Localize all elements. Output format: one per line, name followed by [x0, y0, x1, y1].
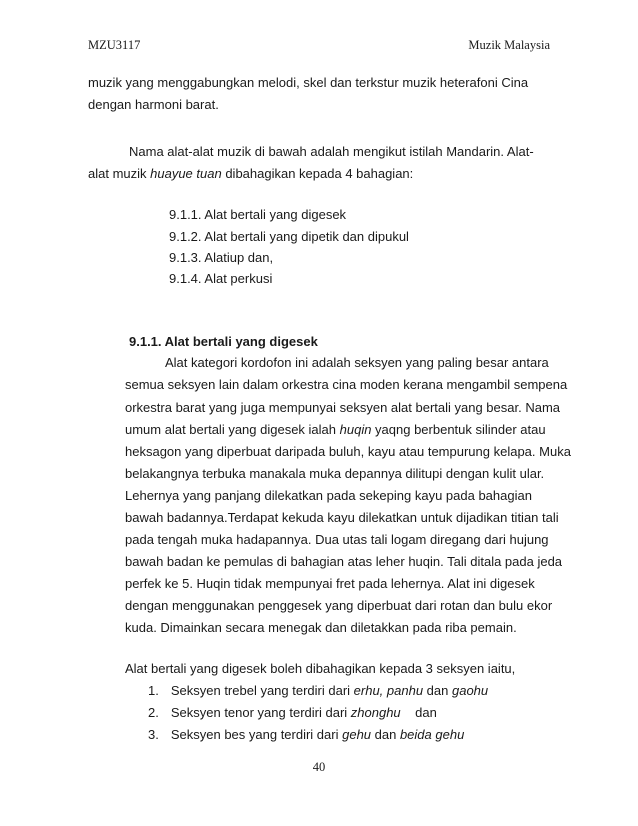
list-intro: Alat bertali yang digesek boleh dibahagikan kepada 3 seksyen iaitu, [125, 661, 516, 676]
list-term: gehu [342, 727, 372, 742]
category-item: 9.1.2. Alat bertali yang dipetik dan dipukul [169, 229, 409, 244]
body-line: bawah badannya.Terdapat kekuda kayu dilekatkan untuk dijadikan titian tali [125, 510, 559, 525]
category-item: 9.1.3. Alatiup dan, [169, 250, 274, 265]
list-term: gaohu [451, 683, 489, 698]
list-term: zhonghu [350, 705, 401, 720]
body-line: bawah badan ke pemulas di bahagian atas leher huqin. Tali ditala pada jeda [125, 554, 563, 569]
term-huayue-tuan: huayue tuan [150, 166, 222, 181]
body-line: kuda. Dimainkan secara menegak dan diletakkan pada riba pemain. [125, 620, 517, 635]
list-text-pre: Seksyen tenor yang terdiri dari [170, 705, 351, 720]
para2-line-2-pre: alat muzik [88, 166, 151, 181]
para2-line-2-post: dibahagikan kepada 4 bahagian: [221, 166, 414, 181]
list-item [148, 727, 464, 743]
list-text-pre: Seksyen bes yang terdiri dari [170, 727, 343, 742]
list-text-pre: Seksyen trebel yang terdiri dari [170, 683, 354, 698]
list-number: 1. [148, 683, 159, 698]
list-number: 2. [148, 705, 159, 720]
category-item: 9.1.4. Alat perkusi [169, 271, 273, 286]
body-line: semua seksyen lain dalam orkestra cina moden kerana mengambil sempena [125, 377, 568, 392]
page-number: 40 [312, 760, 326, 774]
body-line: heksagon yang diperbuat daripada buluh, kayu atau tempurung kelapa. Muka [125, 444, 571, 459]
list-number: 3. [148, 727, 159, 742]
body-line-pre: umum alat bertali yang digesek ialah [125, 422, 340, 437]
body-line-post: yaqng berbentuk silinder atau [371, 422, 546, 437]
list-text-mid: dan [371, 727, 400, 742]
body-line: Lehernya yang panjang dilekatkan pada sekeping kayu pada bahagian [125, 488, 532, 503]
list-item [148, 683, 488, 699]
para2-line-2 [88, 166, 413, 182]
term-huqin: huqin [339, 422, 372, 437]
list-text-mid: dan [400, 705, 437, 720]
header-course-code: MZU3117 [88, 38, 141, 52]
list-text-mid: dan [423, 683, 452, 698]
list-term: erhu, panhu [353, 683, 424, 698]
list-term: beida gehu [399, 727, 465, 742]
category-item: 9.1.1. Alat bertali yang digesek [169, 207, 347, 222]
body-line [125, 422, 546, 438]
body-line: belakangnya terbuka manakala muka depannya dilitupi dengan kulit ular. [125, 466, 545, 481]
intro-line-2: dengan harmoni barat. [88, 97, 219, 112]
body-line: perfek ke 5. Huqin tidak mempunyai fret pada lehernya. Alat ini digesek [125, 576, 535, 591]
body-line: orkestra barat yang juga mempunyai seksyen alat bertali yang besar. Nama [125, 400, 561, 415]
body-line: Alat kategori kordofon ini adalah seksyen yang paling besar antara [165, 355, 549, 370]
intro-line-1: muzik yang menggabungkan melodi, skel dan terkstur muzik heterafoni Cina [88, 75, 529, 90]
para2-line-1: Nama alat-alat muzik di bawah adalah mengikut istilah Mandarin. Alat- [129, 144, 534, 159]
header-course-title: Muzik Malaysia [468, 38, 550, 52]
list-item [148, 705, 437, 721]
body-line: pada tengah muka hadapannya. Dua utas tali logam diregang dari hujung [125, 532, 549, 547]
section-heading: 9.1.1. Alat bertali yang digesek [129, 334, 318, 349]
body-line: dengan menggunakan penggesek yang diperbuat dari rotan dan bulu ekor [125, 598, 553, 613]
